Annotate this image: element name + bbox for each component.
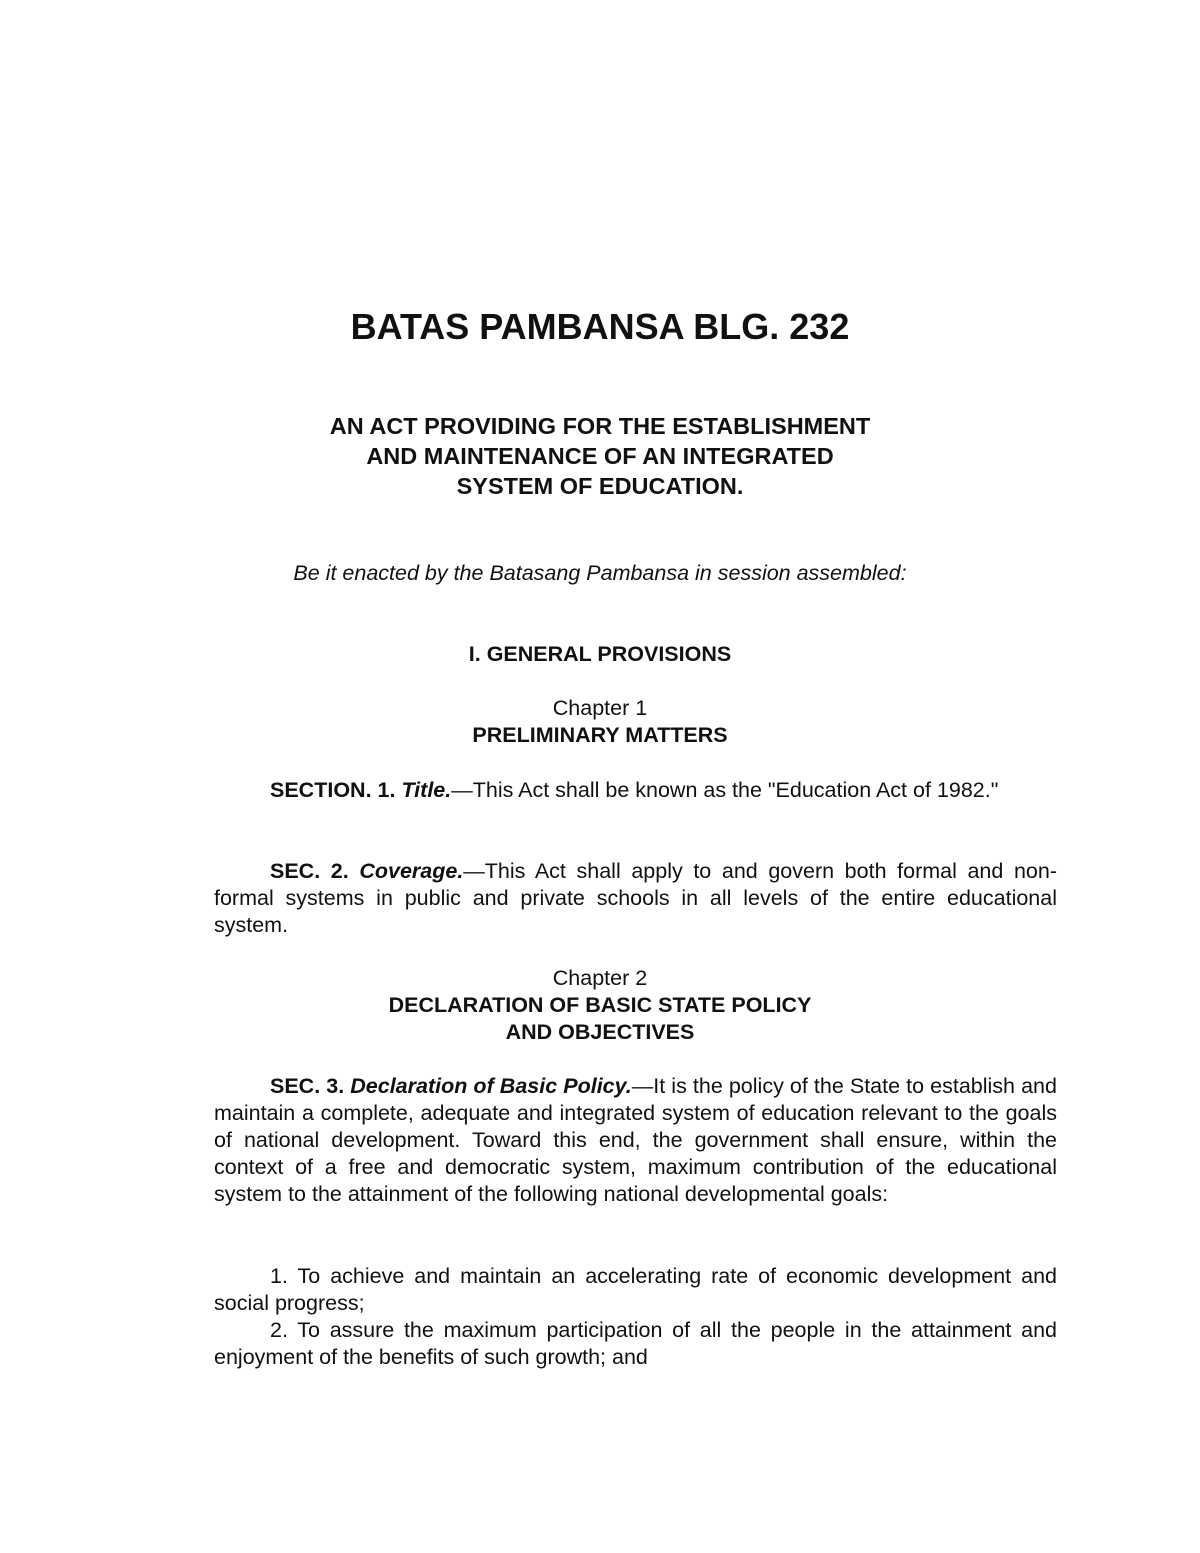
- section-2-number: SEC. 2.: [270, 859, 349, 883]
- chapter-2-label: Chapter 2: [552, 966, 648, 990]
- part-heading-text: I. GENERAL PROVISIONS: [468, 642, 732, 666]
- section-1: [214, 777, 1057, 804]
- goal-item-2: 2. To assure the maximum participation of all the people in the attainment and enjoyment of the benefits of such growth; and: [214, 1318, 1057, 1369]
- chapter-1-heading: [0, 695, 1200, 749]
- document-title: BATAS PAMBANSA BLG. 232: [350, 306, 850, 347]
- section-1-number: SECTION. 1.: [270, 778, 396, 802]
- section-2: [214, 858, 1057, 939]
- chapter-1-label: Chapter 1: [552, 696, 648, 720]
- act-title-line-1: AN ACT PROVIDING FOR THE ESTABLISHMENT: [329, 413, 871, 439]
- section-3: [214, 1073, 1057, 1208]
- section-3-caption: Declaration of Basic Policy.: [350, 1074, 632, 1098]
- chapter-2-title-line-1: DECLARATION OF BASIC STATE POLICY: [388, 993, 812, 1017]
- act-title-line-3: SYSTEM OF EDUCATION.: [456, 473, 744, 499]
- enacting-clause: Be it enacted by the Batasang Pambansa in session assembled:: [293, 561, 907, 585]
- chapter-2-title-line-2: AND OBJECTIVES: [505, 1020, 695, 1044]
- section-2-text: —This Act shall apply to and govern both formal and non-formal systems in public and private schools in all levels of the entire educational system.: [214, 859, 1057, 937]
- section-1-caption: Title.: [401, 778, 452, 802]
- act-title-line-2: AND MAINTENANCE OF AN INTEGRATED: [366, 443, 834, 469]
- goal-item-1: 1. To achieve and maintain an accelerating rate of economic development and social progress;: [214, 1264, 1057, 1315]
- section-3-number: SEC. 3.: [270, 1074, 345, 1098]
- part-heading: [0, 641, 1200, 668]
- chapter-1-title: PRELIMINARY MATTERS: [472, 723, 728, 747]
- chapter-2-heading: [0, 965, 1200, 1046]
- act-title: [0, 411, 1200, 501]
- section-2-caption: Coverage.: [359, 859, 464, 883]
- section-1-text: —This Act shall be known as the "Education Act of 1982.": [451, 778, 999, 802]
- section-3-text: —It is the policy of the State to establish and maintain a complete, adequate and integrated system of education relevant to the goals of national development. Toward this end, the government shall ensure, within the context of a free and democratic system, maximum contribution of the educational system to the attainment of the following national developmental goals:: [214, 1074, 1057, 1206]
